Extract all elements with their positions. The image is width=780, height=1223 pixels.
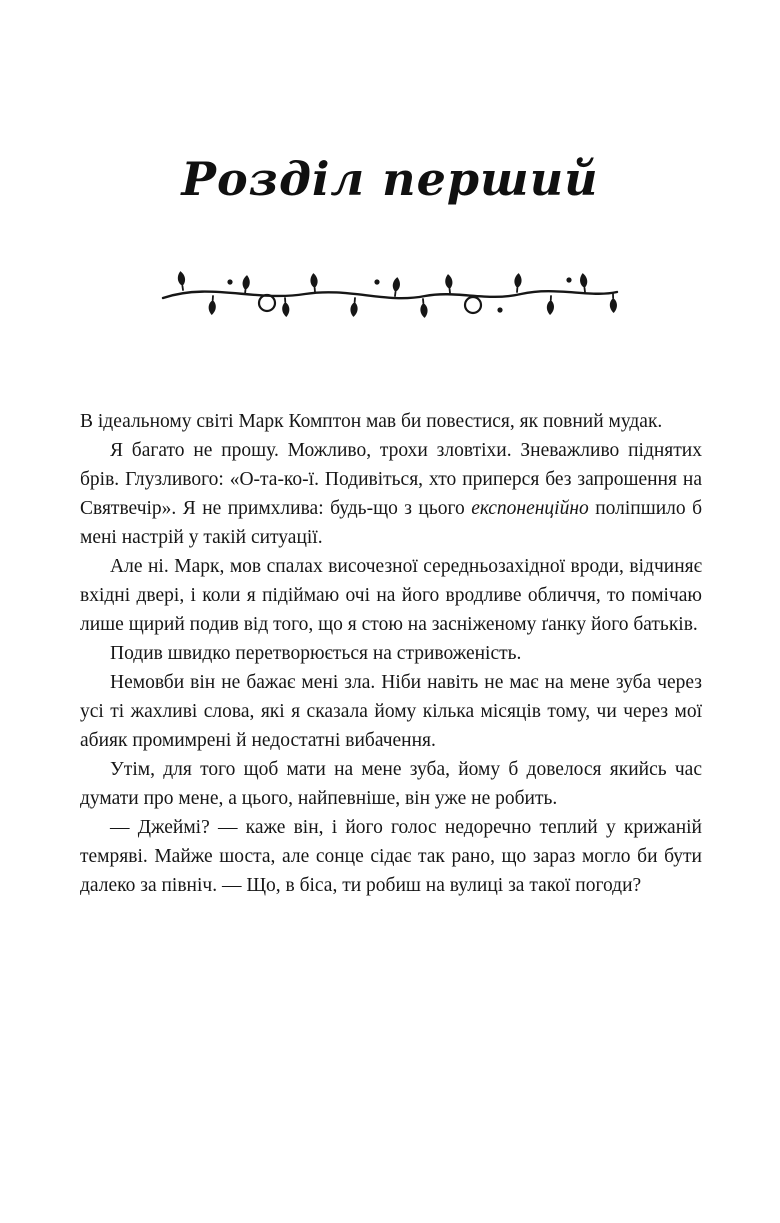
paragraph [80,813,702,900]
paragraph [80,639,702,668]
text-run: — Джеймі? — каже він, і його голос недоречно теплий у крижаній темряві. Майже шоста, але сонце сідає так рано, що зараз могло би бути далеко за північ. — Що, в біса, ти робиш на вулиці за такої погоди? [80,817,702,896]
paragraph [80,552,702,639]
paragraph [80,407,702,436]
string-lights-divider [0,252,780,335]
text-run: В ідеальному світі Марк Комптон мав би повестися, як повний мудак. [80,411,663,432]
paragraph [80,436,702,552]
string-lights-illustration [155,252,625,330]
text-run: поліпшило б мені настрій у такій ситуації. [80,498,702,548]
paragraph [80,755,702,813]
text-run: Я багато не прошу. Можливо, трохи зловтіхи. Зневажливо піднятих брів. Глузливого: «О-та-ко-ї. Подивіться, хто приперся без запрошення на Святвечір». Я не примхлива: будь-що з цього [80,440,702,519]
paragraph [80,668,702,755]
chapter-text [80,407,702,900]
italic-text-run: експоненційно [471,498,589,519]
text-run: Але ні. Марк, мов спалах височезної середньозахідної вроди, відчиняє вхідні двері, і коли я підіймаю очі на його вродливе обличчя, то помічаю лише щирий подив від того, що я стою на засніженому ґанку його батьків. [80,556,702,635]
chapter-title: Розділ перший [181,152,599,206]
text-run: Немовби він не бажає мені зла. Ніби навіть не має на мене зуба через усі ті жахливі слова, які я сказала йому кілька місяців тому, чи через мої абияк промимрені й недостатні вибачення. [80,672,702,751]
text-run: Подив швидко перетворюється на стривоженість. [110,643,522,664]
text-run: Утім, для того щоб мати на мене зуба, йому б довелося якийсь час думати про мене, а цього, найпевніше, він уже не робить. [80,759,702,809]
